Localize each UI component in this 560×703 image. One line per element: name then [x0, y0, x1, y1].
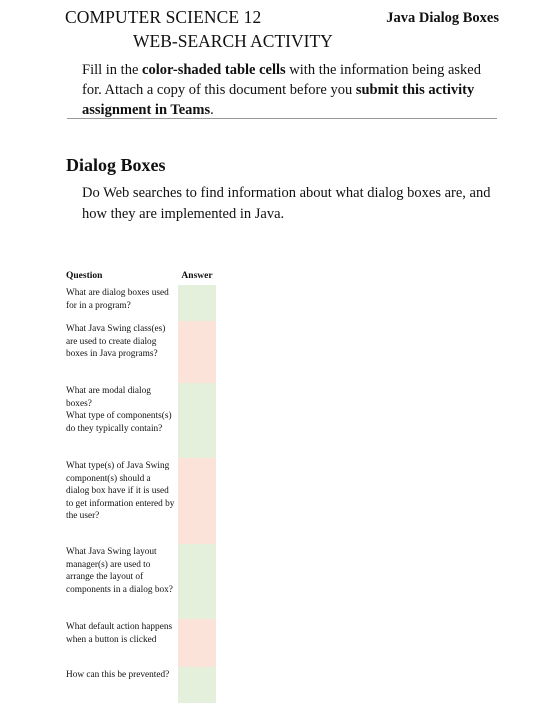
answer-cell[interactable] [178, 458, 216, 544]
table-row [64, 458, 216, 544]
instructions-text-2: with the information being asked for. Attach a copy of this document before you [82, 62, 481, 98]
table-row [64, 667, 216, 703]
document-header [65, 7, 505, 31]
question-cell: What Java Swing class(es) are used to create dialog boxes in Java programs? [66, 324, 166, 359]
answer-cell[interactable] [178, 619, 216, 667]
answer-cell[interactable] [178, 321, 216, 383]
header-divider [67, 118, 497, 119]
question-cell: What are modal dialog boxes? What type of components(s) do they typically contain? [66, 386, 172, 434]
question-cell: What default action happens when a button is clicked [66, 622, 173, 645]
instructions-emphasis-1: color-shaded table cells [142, 62, 286, 78]
table-row [64, 321, 216, 383]
table-row [64, 383, 216, 458]
question-answer-table [64, 267, 216, 703]
instructions-emphasis-2: submit this activity assignment in Teams [82, 82, 475, 118]
question-column-header: Question [66, 270, 103, 281]
question-cell: What type(s) of Java Swing component(s) should a dialog box have if it is used to get information entered by the user? [66, 461, 175, 521]
instructions-text-1: Fill in the [82, 62, 143, 78]
answer-cell[interactable] [178, 285, 216, 321]
table-row [64, 544, 216, 619]
answer-cell[interactable] [178, 544, 216, 619]
answer-cell[interactable] [178, 383, 216, 458]
table-row [64, 285, 216, 321]
section-heading: Dialog Boxes [66, 155, 166, 175]
question-cell: How can this be prevented? [66, 670, 170, 680]
course-title: COMPUTER SCIENCE 12 [65, 7, 262, 27]
answer-cell[interactable] [178, 667, 216, 703]
instructions-paragraph [82, 60, 502, 120]
table-row [64, 619, 216, 667]
activity-title: WEB-SEARCH ACTIVITY [133, 31, 333, 51]
section-description: Do Web searches to find information about what dialog boxes are, and how they are implemented in Java. [82, 185, 491, 222]
instructions-text-3: . [210, 102, 214, 118]
question-cell: What are dialog boxes used for in a program? [66, 288, 169, 311]
table-header-row [64, 267, 216, 285]
document-topic: Java Dialog Boxes [386, 10, 499, 26]
question-cell: What Java Swing layout manager(s) are used to arrange the layout of components in a dialog box? [66, 547, 173, 595]
answer-column-header: Answer [181, 270, 213, 281]
